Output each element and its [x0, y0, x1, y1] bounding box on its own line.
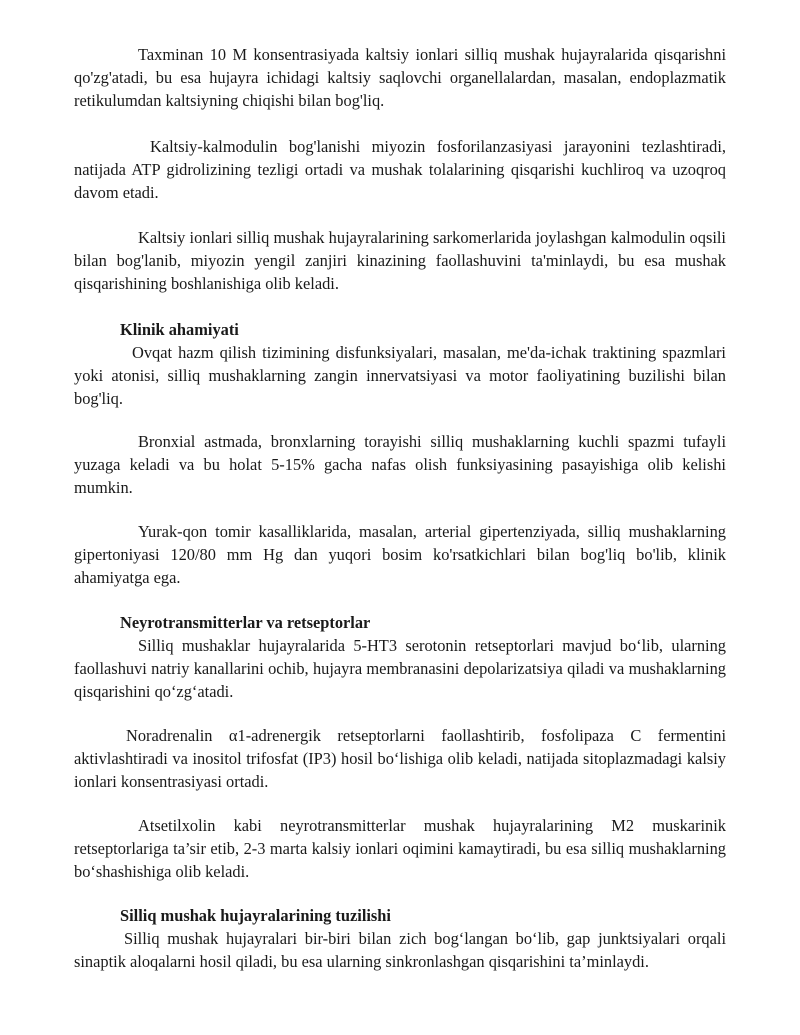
paragraph-calcium-concentration: Taxminan 10 M konsentrasiyada kaltsiy ionlari silliq mushak hujayralarida qisqarishni qo'zg'atadi, bu esa hujayra ichidagi kaltsiy saqlovchi organellalardan, masalan, endoplazmatik retikulumdan kaltsiyning chiqishi bilan bog'liq.: [74, 45, 726, 110]
paragraph-noradrenaline: Noradrenalin α1-adrenergik retseptorlarni faollashtirib, fosfolipaza C fermentini aktivlashtiradi va inositol trifosfat (IP3) hosil bo‘lishiga olib keladi, natijada sitoplazmadagi kalsiy ionlari konsentrasiyasi ortadi.: [74, 726, 726, 791]
paragraph-acetylcholine: Atsetilxolin kabi neyrotransmitterlar mushak hujayralarining M2 muskarinik retseptorlariga ta’sir etib, 2-3 marta kalsiy ionlari oqimini kamaytiradi, bu esa silliq mushaklarning bo‘shashishiga olib keladi.: [74, 816, 726, 881]
heading-cell-structure: Silliq mushak hujayralarining tuzilishi: [120, 906, 391, 925]
paragraph-cardiovascular: Yurak-qon tomir kasalliklarida, masalan, arterial gipertenziyada, silliq mushaklarning gipertoniyasi 120/80 mm Hg dan yuqori bosim ko'rsatkichlari bilan bog'liq bo'lib, klinik ahamiyatga ega.: [74, 522, 726, 587]
paragraph-asthma: Bronxial astmada, bronxlarning torayishi silliq mushaklarning kuchli spazmi tufayli yuzaga keladi va bu holat 5-15% gacha nafas olish funksiyasining pasayishiga olib kelishi mumkin.: [74, 432, 726, 497]
paragraph-calcium-sarcomere: Kaltsiy ionlari silliq mushak hujayralarining sarkomerlarida joylashgan kalmodulin oqsili bilan bog'lanib, miyozin yengil zanjiri kinazining faollashuvini ta'minlaydi, bu esa mushak qisqarishining boshlanishiga olib keladi.: [74, 228, 726, 293]
heading-clinical: Klinik ahamiyati: [120, 320, 239, 339]
paragraph-digestive: Ovqat hazm qilish tizimining disfunksiyalari, masalan, me'da-ichak traktining spazmlari yoki atonisi, silliq mushaklarning zangin innervatsiyasi va motor faoliyatining buzilishi bilan bog'liq.: [74, 343, 726, 408]
paragraph-serotonin: Silliq mushaklar hujayralarida 5-HT3 serotonin retseptorlari mavjud bo‘lib, ularning faollashuvi natriy kanallarini ochib, hujayra membranasini depolarizatsiya qiladi va mushaklarning qisqarishini qo‘zg‘atadi.: [74, 636, 726, 701]
paragraph-calmodulin-binding: Kaltsiy-kalmodulin bog'lanishi miyozin fosforilanzasiyasi jarayonini tezlashtiradi, natijada ATP gidrolizining tezligi ortadi va mushak tolalarining qisqarishi kuchliroq va uzoqroq davom etadi.: [74, 137, 726, 202]
heading-neurotransmitters: Neyrotransmitterlar va retseptorlar: [120, 613, 371, 632]
paragraph-gap-junctions: Silliq mushak hujayralari bir-biri bilan zich bog‘langan bo‘lib, gap junktsiyalari orqali sinaptik aloqalarni hosil qiladi, bu esa ularning sinkronlashgan qisqarishini ta’minlaydi.: [74, 929, 726, 971]
